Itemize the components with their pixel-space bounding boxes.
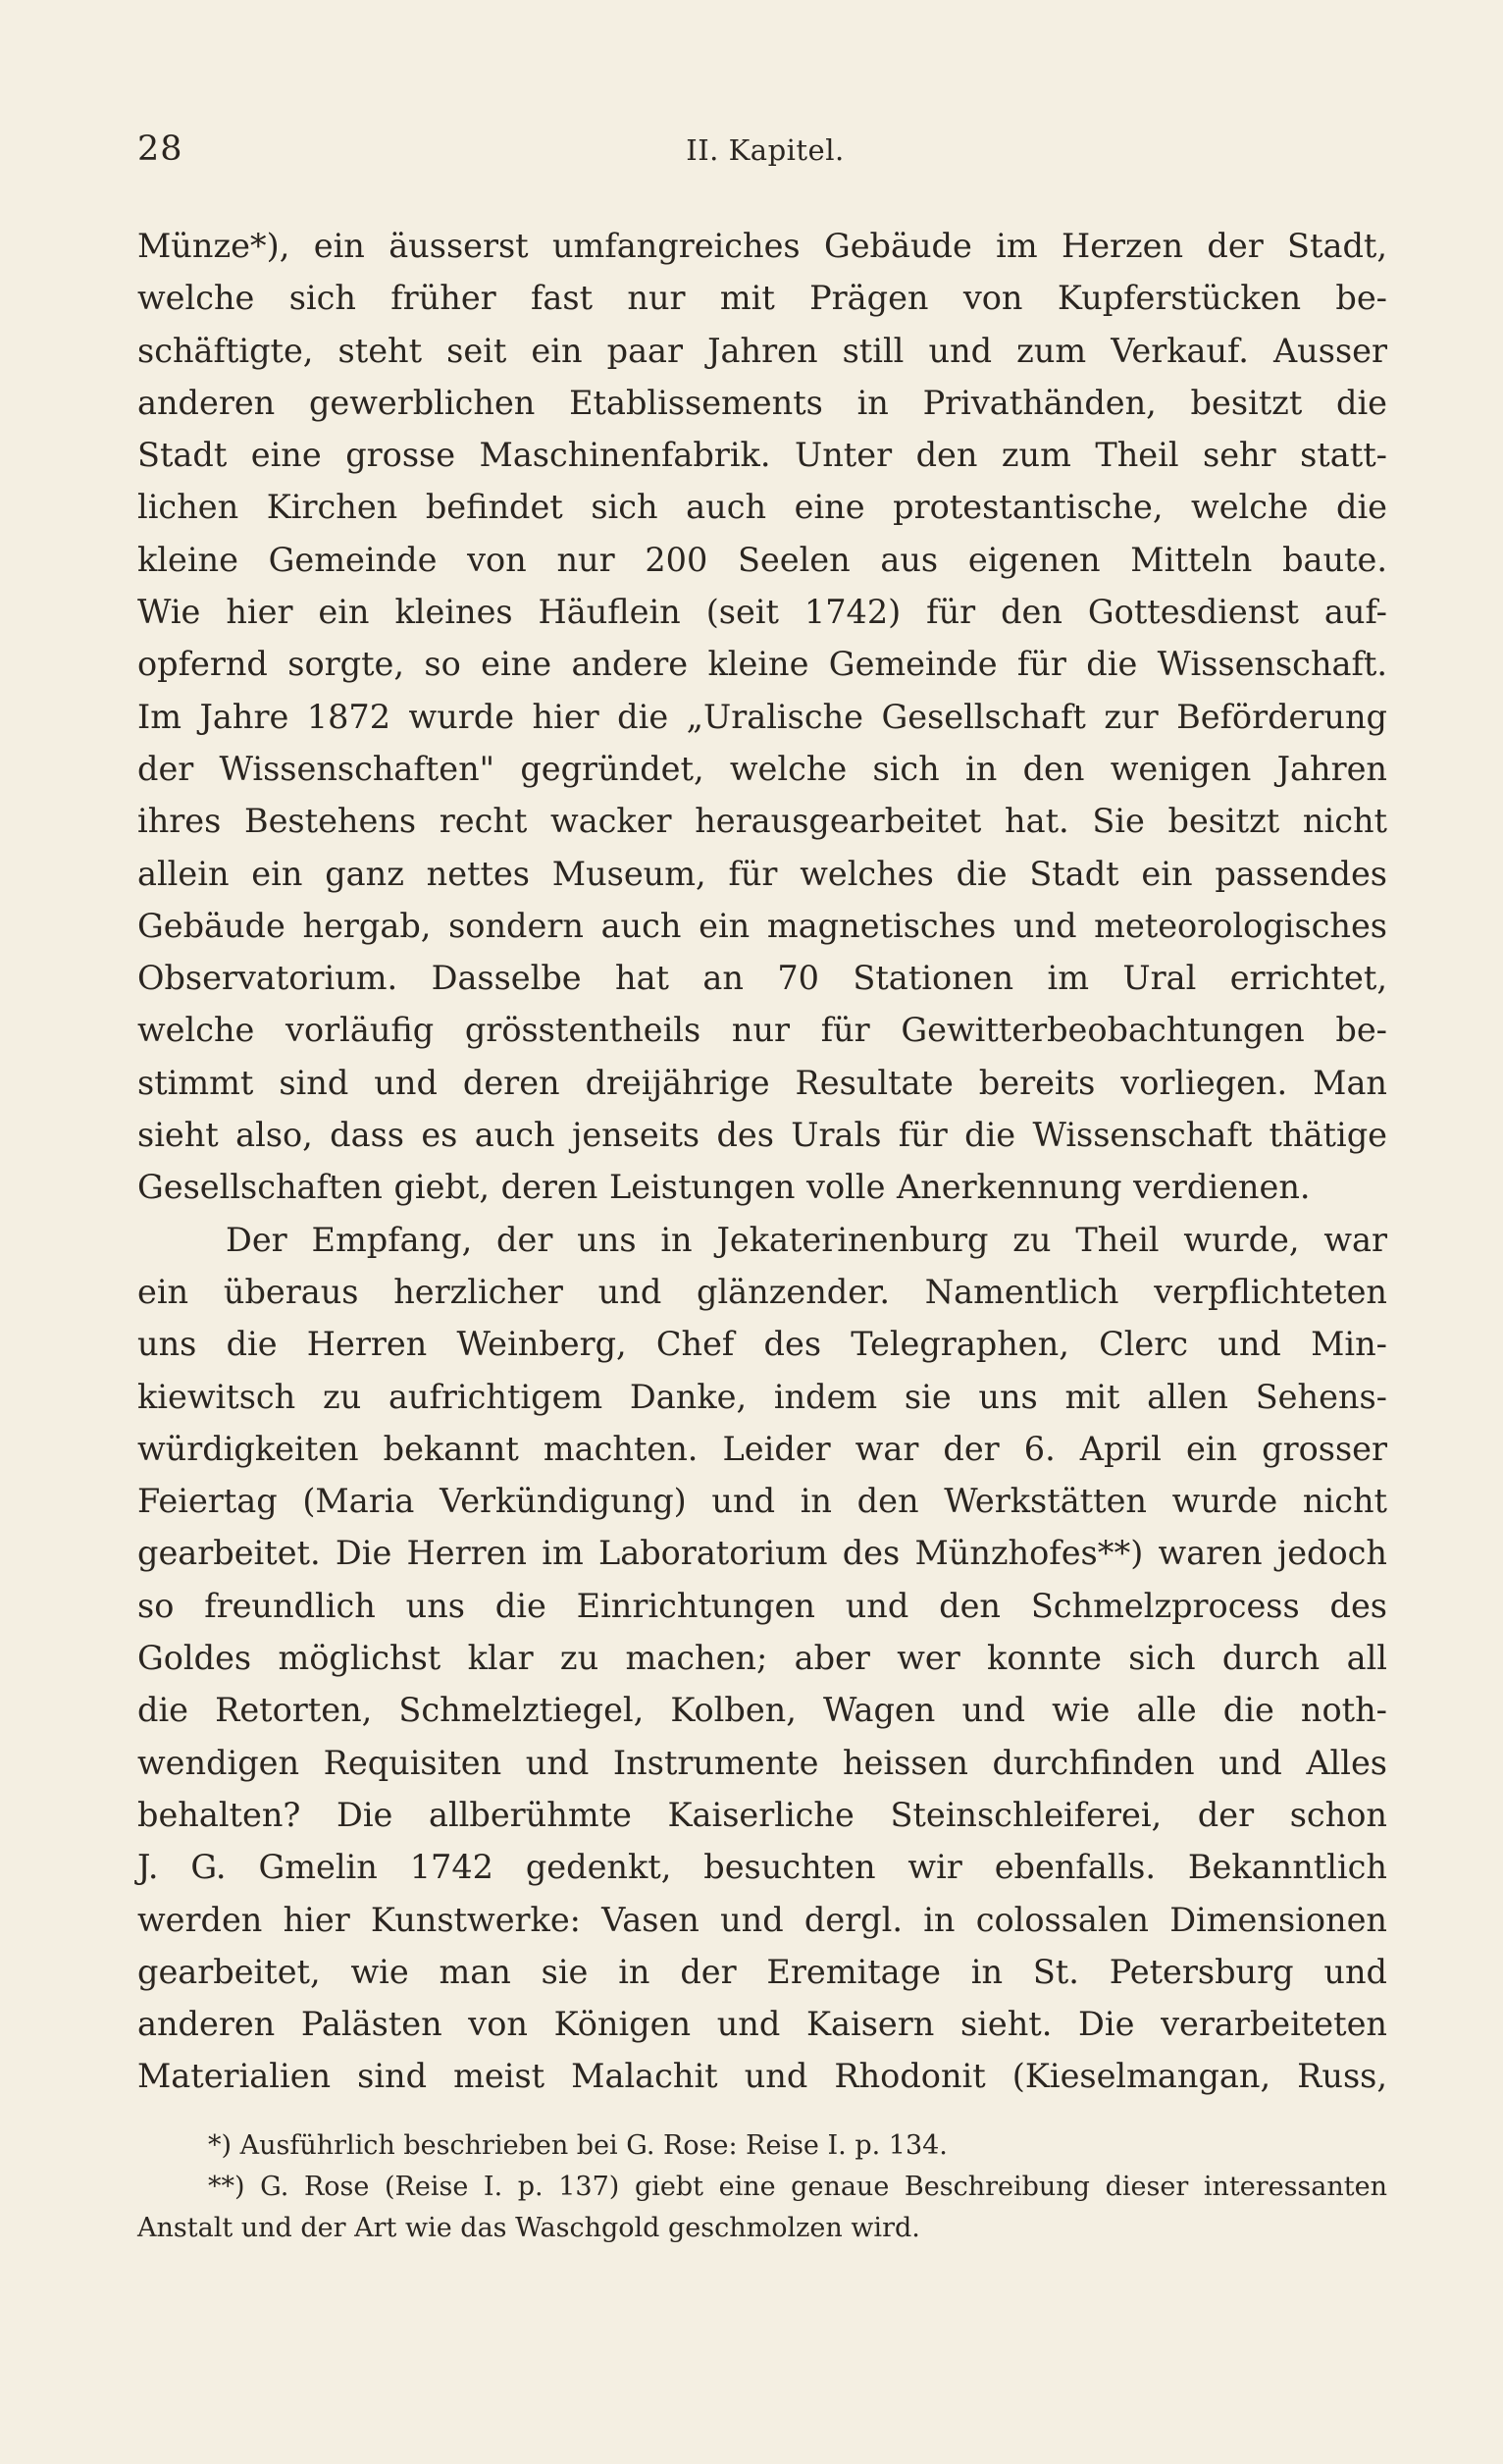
text-line: ein überaus herzlicher und glänzender. Namentlich verpflichteten <box>137 1272 1387 1311</box>
text-line: die Retorten, Schmelztiegel, Kolben, Wagen und wie alle die noth- <box>137 1691 1387 1730</box>
text-line: uns die Herren Weinberg, Chef des Telegraphen, Clerc und Min- <box>137 1325 1387 1364</box>
text-line: Im Jahre 1872 wurde hier die „Uralische Gesellschaft zur Beförderung <box>137 697 1387 736</box>
text-line: schäftigte, steht seit ein paar Jahren still und zum Verkauf. Ausser <box>137 331 1387 370</box>
text-line: werden hier Kunstwerke: Vasen und dergl. in colossalen Dimensionen <box>137 1900 1387 1939</box>
running-head: II. Kapitel. <box>686 133 845 167</box>
text-line: anderen Palästen von Königen und Kaisern sieht. Die verarbeiteten <box>137 2005 1387 2044</box>
footnote-1: *) Ausführlich beschrieben bei G. Rose: Reise I. p. 134. <box>208 2130 948 2161</box>
text-line: wendigen Requisiten und Instrumente heissen durchfinden und Alles <box>137 1743 1387 1782</box>
text-line: anderen gewerblichen Etablissements in Privathänden, besitzt die <box>137 383 1387 422</box>
text-line: würdigkeiten bekannt machten. Leider war der 6. April ein grosser <box>137 1429 1387 1468</box>
text-line: opfernd sorgte, so eine andere kleine Gemeinde für die Wissenschaft. <box>137 645 1387 684</box>
text-line: welche sich früher fast nur mit Prägen von Kupferstücken be- <box>137 279 1387 318</box>
text-line: Münze*), ein äusserst umfangreiches Gebäude im Herzen der Stadt, <box>137 227 1387 265</box>
text-line: Gesellschaften giebt, deren Leistungen volle Anerkennung verdienen. <box>137 1168 1311 1207</box>
body-text <box>137 220 1387 2103</box>
text-line: der Wissenschaften" gegründet, welche sich in den wenigen Jahren <box>137 749 1387 788</box>
text-line: allein ein ganz nettes Museum, für welches die Stadt ein passendes <box>137 854 1387 893</box>
text-line: Gebäude hergab, sondern auch ein magnetisches und meteorologisches <box>137 906 1387 945</box>
text-line: Wie hier ein kleines Häuflein (seit 1742) für den Gottesdienst auf- <box>137 593 1387 632</box>
text-line: kiewitsch zu aufrichtigem Danke, indem sie uns mit allen Sehens- <box>137 1377 1387 1416</box>
text-line: ihres Bestehens recht wacker herausgearbeitet hat. Sie besitzt nicht <box>137 802 1387 841</box>
text-line: Observatorium. Dasselbe hat an 70 Stationen im Ural errichtet, <box>137 959 1387 998</box>
text-line: sieht also, dass es auch jenseits des Urals für die Wissenschaft thätige <box>137 1116 1387 1155</box>
text-line: kleine Gemeinde von nur 200 Seelen aus eigenen Mitteln baute. <box>137 540 1387 579</box>
text-line: Feiertag (Maria Verkündigung) und in den Werkstätten wurde nicht <box>137 1482 1387 1521</box>
text-line: behalten? Die allberühmte Kaiserliche Steinschleiferei, der schon <box>137 1795 1387 1834</box>
text-line: lichen Kirchen befindet sich auch eine protestantische, welche die <box>137 488 1387 527</box>
page-header <box>137 130 1393 179</box>
text-line: gearbeitet. Die Herren im Laboratorium des Münzhofes**) waren jedoch <box>137 1534 1387 1573</box>
page-number: 28 <box>137 130 183 169</box>
text-line: stimmt sind und deren dreijährige Resultate bereits vorliegen. Man <box>137 1063 1387 1102</box>
text-line: Materialien sind meist Malachit und Rhodonit (Kieselmangan, Russ, <box>137 2057 1387 2096</box>
text-line: welche vorläufig grösstentheils nur für Gewitterbeobachtungen be- <box>137 1011 1387 1050</box>
footnote-2-line-2: Anstalt und der Art wie das Waschgold geschmolzen wird. <box>137 2213 920 2243</box>
footnotes <box>137 2125 1387 2249</box>
text-line: so freundlich uns die Einrichtungen und den Schmelzprocess des <box>137 1586 1387 1625</box>
text-line: Stadt eine grosse Maschinenfabrik. Unter den zum Theil sehr statt- <box>137 436 1387 475</box>
text-line: Der Empfang, der uns in Jekaterinenburg zu Theil wurde, war <box>226 1220 1387 1259</box>
text-line: J. G. Gmelin 1742 gedenkt, besuchten wir ebenfalls. Bekanntlich <box>137 1848 1387 1887</box>
footnote-2-line-1: **) G. Rose (Reise I. p. 137) giebt eine genaue Beschreibung dieser interessanten <box>208 2172 1387 2202</box>
text-line: gearbeitet, wie man sie in der Eremitage in St. Petersburg und <box>137 1952 1387 1991</box>
text-line: Goldes möglichst klar zu machen; aber wer konnte sich durch all <box>137 1639 1387 1678</box>
